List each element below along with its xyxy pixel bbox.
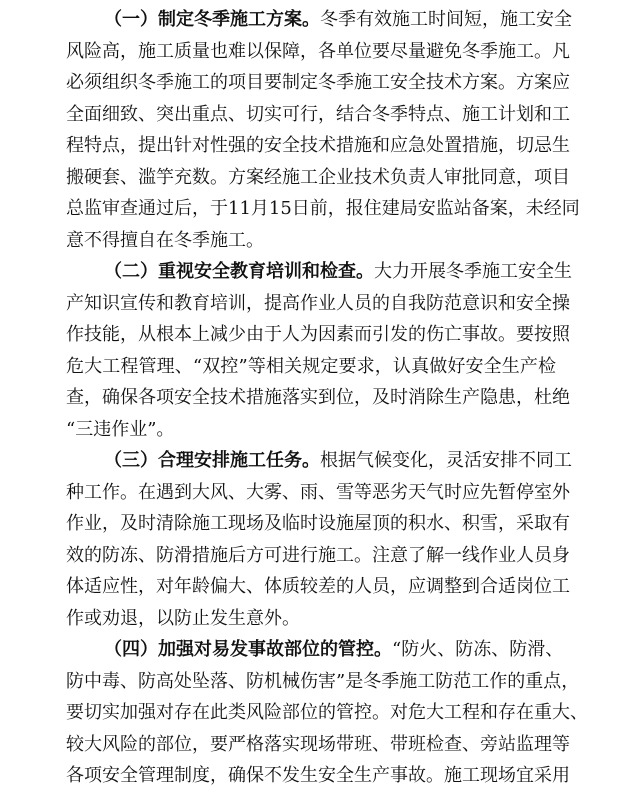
paragraph-line bbox=[66, 4, 572, 36]
paragraph-2 bbox=[66, 256, 572, 445]
paragraph-line: 较大风险的部位，要严格落实现场带班、带班检查、旁站监理等 bbox=[66, 733, 570, 755]
paragraph-heading: （二）重视安全教育培训和检查。 bbox=[104, 261, 374, 282]
paragraph-line: 要切实加强对存在此类风险部位的管控。对危大工程和存在重大、 bbox=[66, 702, 588, 723]
paragraph-line: 风险高，施工质量也难以保障，各单位要尽量避免冬季施工。凡 bbox=[66, 40, 570, 62]
paragraph-line: 种工作。在遇到大风、大雾、雨、雪等恶劣天气时应先暂停室外 bbox=[66, 481, 570, 503]
paragraph-text: 冬季有效施工时间短，施工安全 bbox=[320, 9, 572, 30]
paragraph-line bbox=[66, 634, 564, 666]
paragraph-line: 各项安全管理制度，确保不发生安全生产事故。施工现场宜采用 bbox=[66, 765, 570, 786]
paragraph-line: 总监审查通过后，于11月15日前，报住建局安监站备案，未经同 bbox=[66, 198, 580, 219]
paragraph-line: 程特点，提出针对性强的安全技术措施和应急处置措施，切忌生 bbox=[66, 135, 570, 156]
paragraph-line: “三违作业”。 bbox=[66, 418, 175, 440]
paragraph-line: 产知识宣传和教育培训，提高作业人员的自我防范意识和安全操 bbox=[66, 292, 570, 314]
paragraph-line: 作技能，从根本上减少由于人为因素而引发的伤亡事故。要按照 bbox=[66, 324, 570, 345]
paragraph-heading: （三）合理安排施工任务。 bbox=[104, 450, 320, 471]
paragraph-line: 搬硬套、滥竽充数。方案经施工企业技术负责人审批同意，项目 bbox=[66, 166, 570, 188]
paragraph-line: 效的防冻、防滑措施后方可进行施工。注意了解一线作业人员身 bbox=[66, 544, 570, 566]
paragraph-line: 危大工程管理、“双控”等相关规定要求，认真做好安全生产检 bbox=[66, 355, 556, 377]
paragraph-heading: （四）加强对易发事故部位的管控。 bbox=[104, 639, 392, 660]
paragraph-line: 意不得擅自在冬季施工。 bbox=[66, 229, 264, 251]
document-page bbox=[66, 4, 588, 792]
paragraph-3 bbox=[66, 445, 572, 634]
paragraph-line: 体适应性，对年龄偏大、体质较差的人员，应调整到合适岗位工 bbox=[66, 576, 570, 597]
paragraph-line bbox=[66, 445, 572, 477]
paragraph-1 bbox=[66, 4, 580, 256]
paragraph-line: 作或劝退，以防止发生意外。 bbox=[66, 607, 300, 629]
paragraph-text: 根据气候变化，灵活安排不同工 bbox=[320, 450, 572, 471]
paragraph-line: 必须组织冬季施工的项目要制定冬季施工安全技术方案。方案应 bbox=[66, 72, 570, 93]
paragraph-line: 防中毒、防高处坠落、防机械伤害”是冬季施工防范工作的重点， bbox=[66, 670, 580, 692]
paragraph-line: 全面细致、突出重点、切实可行，结合冬季特点、施工计划和工 bbox=[66, 103, 570, 125]
paragraph-text: 大力开展冬季施工安全生 bbox=[374, 261, 572, 282]
paragraph-line bbox=[66, 256, 572, 288]
paragraph-text: “防火、防冻、防滑、 bbox=[392, 639, 564, 660]
paragraph-line: 查，确保各项安全技术措施落实到位，及时消除生产隐患，杜绝 bbox=[66, 387, 570, 408]
paragraph-4 bbox=[66, 634, 588, 792]
paragraph-line: 作业，及时清除施工现场及临时设施屋顶的积水、积雪，采取有 bbox=[66, 513, 570, 534]
paragraph-heading: （一）制定冬季施工方案。 bbox=[104, 9, 320, 30]
